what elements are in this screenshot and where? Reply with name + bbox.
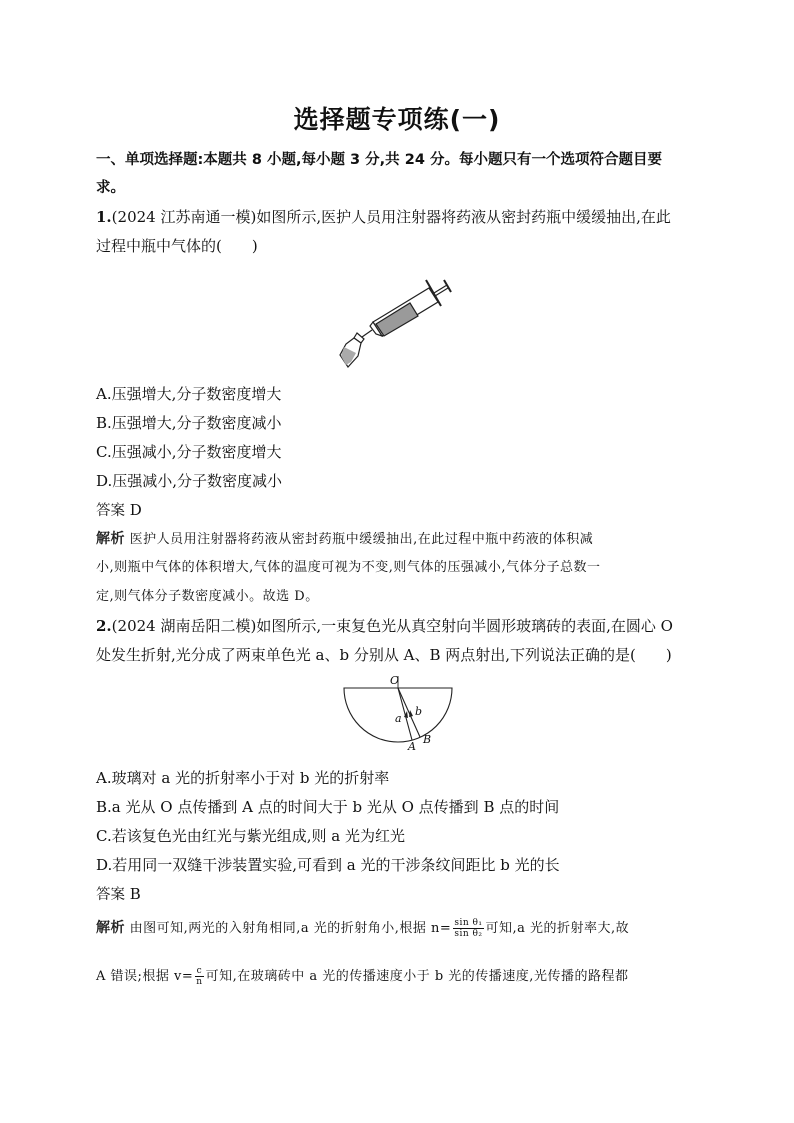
q1-option-b: B.压强增大,分子数密度减小	[96, 414, 282, 432]
syringe-figure	[338, 270, 458, 370]
speed-fraction	[195, 966, 203, 987]
q2-answer-value: B	[129, 885, 141, 903]
q1-explanation-text1: 医护人员用注射器将药液从密封药瓶中缓缓抽出,在此过程中瓶中药液的体积减	[129, 532, 594, 547]
syringe-needle	[362, 330, 372, 337]
q2-stem-line2: 处发生折射,光分成了两束单色光 a、b 分别从 A、B 两点射出,下列说法正确的是( )	[96, 646, 672, 664]
q2-explanation-line1	[96, 918, 700, 939]
q1-answer-value: D	[129, 501, 142, 519]
fraction-numerator: sin θ₁	[454, 918, 483, 928]
q1-stem-line1	[96, 207, 700, 227]
section-header-line1: 一、单项选择题:本题共 8 小题,每小题 3 分,共 24 分。每小题只有一个选项符合题目要	[96, 152, 662, 168]
q2-answer-label: 答案	[96, 887, 125, 903]
syringe	[340, 280, 451, 367]
label-B: B	[423, 733, 432, 746]
refractive-index-fraction	[453, 918, 483, 939]
q2-explanation-text2-post: 可知,在玻璃砖中 a 光的传播速度小于 b 光的传播速度,光传播的路程都	[205, 969, 629, 984]
q1-explanation-line3: 定,则气体分子数密度减小。故选 D。	[96, 589, 319, 604]
q2-stem-line1	[96, 616, 700, 636]
q1-option-a: A.压强增大,分子数密度增大	[96, 385, 282, 403]
q2-option-b: B.a 光从 O 点传播到 A 点的时间大于 b 光从 O 点传播到 B 点的时间	[96, 798, 560, 816]
q1-explanation-label: 解析	[96, 531, 125, 547]
q1-stem-line2: 过程中瓶中气体的( )	[96, 237, 258, 255]
label-b: b	[415, 705, 423, 718]
label-O: O	[390, 674, 400, 687]
q2-stem-text1: (2024 湖南岳阳二模)如图所示,一束复色光从真空射向半圆形玻璃砖的表面,在圆心 O	[111, 617, 673, 635]
q2-explanation-text2-pre: A 错误;根据 v=	[96, 969, 194, 984]
fraction-denominator: sin θ₂	[454, 929, 483, 939]
q1-option-d: D.压强减小,分子数密度减小	[96, 472, 283, 490]
q1-answer	[96, 500, 700, 521]
q2-option-a: A.玻璃对 a 光的折射率小于对 b 光的折射率	[96, 769, 390, 787]
semicircle-figure	[338, 672, 462, 754]
q1-stem-text1: (2024 江苏南通一模)如图所示,医护人员用注射器将药液从密封药瓶中缓缓抽出,在此	[111, 208, 671, 226]
q2-answer	[96, 884, 700, 905]
label-a: a	[395, 712, 402, 725]
q2-explanation-line2	[96, 966, 700, 987]
q2-number: 2.	[96, 617, 112, 635]
q1-explanation-line2: 小,则瓶中气体的体积增大,气体的温度可视为不变,则气体的压强减小,气体分子总数一	[96, 560, 601, 575]
q2-explanation-text1-pre: 由图可知,两光的入射角相同,a 光的折射角小,根据 n=	[129, 921, 452, 936]
q2-explanation-label: 解析	[96, 920, 125, 936]
fraction-denominator: n	[196, 977, 203, 987]
q2-explanation-text1-post: 可知,a 光的折射率大,故	[485, 921, 630, 936]
q2-option-d: D.若用同一双缝干涉装置实验,可看到 a 光的干涉条纹间距比 b 光的长	[96, 856, 560, 874]
q2-option-c: C.若该复色光由红光与紫光组成,则 a 光为红光	[96, 827, 405, 845]
q1-answer-label: 答案	[96, 503, 125, 519]
fraction-numerator: c	[196, 966, 203, 976]
section-header-line2: 求。	[96, 180, 125, 196]
q1-option-c: C.压强减小,分子数密度增大	[96, 443, 282, 461]
q1-number: 1.	[96, 208, 112, 226]
page-title: 选择题专项练(一)	[293, 105, 501, 134]
label-A: A	[408, 740, 416, 753]
q1-explanation-line1	[96, 529, 700, 550]
